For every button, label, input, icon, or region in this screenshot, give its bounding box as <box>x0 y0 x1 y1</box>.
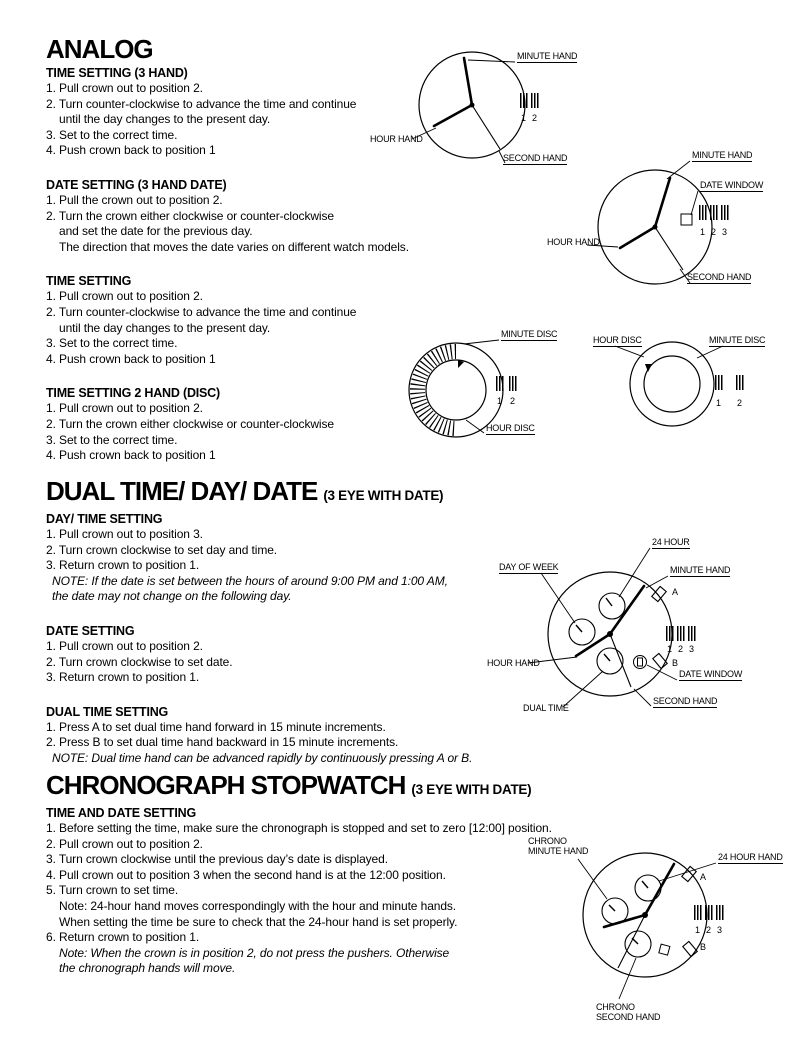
second-hand-label: SECOND HAND <box>503 153 568 163</box>
dual-time-label: DUAL TIME <box>523 703 569 713</box>
crown-position-marks <box>509 376 518 391</box>
disc-hatching <box>418 352 456 429</box>
crown-position-marks <box>710 205 719 220</box>
crown-position-number: 1 <box>695 925 701 935</box>
instruction-step: 2. Turn crown clockwise to set date. <box>46 654 233 669</box>
instruction-note: Note: When the crown is in position 2, do not press the pushers. Otherwise <box>59 945 450 960</box>
subsection-heading: DATE SETTING <box>46 623 135 638</box>
pusher-a-label: A <box>700 872 706 882</box>
section-title-text: DUAL TIME/ DAY/ DATE <box>46 476 318 506</box>
date-window <box>634 656 647 669</box>
instruction-step: 2. Turn counter-clockwise to advance the time and continue <box>46 304 357 319</box>
hour-hand-label: HOUR HAND <box>487 658 540 668</box>
crown-position-number: 2 <box>532 113 538 123</box>
crown-position-marks <box>531 93 540 108</box>
subsection-heading: TIME AND DATE SETTING <box>46 806 196 820</box>
crown-position-marks <box>721 205 730 220</box>
chrono-minute-hand-label-line2: MINUTE HAND <box>528 846 589 856</box>
watch-hands <box>434 58 500 149</box>
diagram-chronograph <box>518 828 802 1037</box>
instruction-step: 4. Push crown back to position 1 <box>46 143 216 158</box>
pointer-lines <box>464 340 499 433</box>
instruction-note: NOTE: Dual time hand can be advanced rapidly by continuously pressing A or B. <box>52 750 473 765</box>
crown-position-number: 1 <box>497 396 503 406</box>
instruction-step: 1. Pull the crown out to position 2. <box>46 192 223 207</box>
instruction-step: 2. Turn the crown either clockwise or counter-clockwise <box>46 208 334 223</box>
crown-position-marks <box>688 626 697 641</box>
dual-time-watch-illustration <box>478 530 802 732</box>
pushers <box>652 586 667 668</box>
hour-disc-label: HOUR DISC <box>486 423 535 433</box>
crown-position-marks <box>736 375 745 390</box>
inner-disc <box>644 356 700 412</box>
diagram-disc-right <box>585 330 802 438</box>
subdials <box>602 875 661 957</box>
pusher-b-label: B <box>700 942 706 952</box>
24-hour-label: 24 HOUR <box>652 537 690 547</box>
minute-hand-label: MINUTE HAND <box>692 150 753 160</box>
day-of-week-label: DAY OF WEEK <box>499 562 559 572</box>
instruction-note: When setting the time be sure to check that the 24-hour hand is set properly. <box>59 914 458 929</box>
crown-position-marks <box>666 626 675 641</box>
disc-marker <box>645 364 652 372</box>
subdials <box>569 593 625 674</box>
hour-disc-label: HOUR DISC <box>593 335 642 345</box>
instruction-step: 1. Pull crown out to position 2. <box>46 81 203 95</box>
instruction-step: 2. Pull crown out to position 2. <box>46 836 203 851</box>
subsection-heading: TIME SETTING (3 HAND) <box>46 66 188 80</box>
crown-position-marks <box>715 375 724 390</box>
watch-case <box>630 342 714 426</box>
second-hand-label: SECOND HAND <box>687 272 752 282</box>
instruction-step: 3. Set to the correct time. <box>46 336 178 351</box>
section-title-dual-time <box>46 478 746 509</box>
pusher-a-label: A <box>672 587 678 597</box>
instruction-step: 6. Return crown to position 1. <box>46 930 200 945</box>
instruction-step: 3. Return crown to position 1. <box>46 558 200 573</box>
subsection-heading: DAY/ TIME SETTING <box>46 512 163 526</box>
crown-position-number: 3 <box>689 644 695 654</box>
instruction-step: 2. Press B to set dual time hand backward in 15 minute increments. <box>46 735 399 750</box>
instruction-step-continuation: until the day changes to the present day. <box>59 112 271 127</box>
date-window <box>681 214 692 225</box>
crown-position-number: 1 <box>716 398 722 408</box>
subsection-heading: TIME SETTING <box>46 274 132 289</box>
diagram-dual-time <box>478 530 802 732</box>
instruction-step: 2. Turn the crown either clockwise or counter-clockwise <box>46 416 334 431</box>
crown-position-marks <box>520 93 529 108</box>
instruction-step-continuation: until the day changes to the present day. <box>59 320 271 335</box>
instruction-step: 5. Turn crown to set time. <box>46 883 179 898</box>
section-title-text: CHRONOGRAPH STOPWATCH <box>46 770 406 800</box>
crown-position-number: 2 <box>737 398 743 408</box>
crown-position-number: 2 <box>510 396 516 406</box>
chrono-minute-hand-label-line1: CHRONO <box>528 836 567 846</box>
instruction-step: 3. Turn crown clockwise until the previous day’s date is displayed. <box>46 852 388 867</box>
date-window-label: DATE WINDOW <box>700 180 764 190</box>
instruction-step: 2. Turn counter-clockwise to advance the time and continue <box>46 96 357 111</box>
crown-position-number: 1 <box>700 227 706 237</box>
crown-position-marks <box>496 376 505 391</box>
three-hand-date-watch-illustration <box>540 148 802 296</box>
subsection-heading: TIME SETTING 2 HAND (DISC) <box>46 386 220 401</box>
hour-hand-label: HOUR HAND <box>370 134 423 144</box>
instruction-step: 4. Push crown back to position 1 <box>46 351 216 366</box>
second-hand-label: SECOND HAND <box>653 696 718 706</box>
instruction-note: Note: 24-hour hand moves correspondingly with the hour and minute hands. <box>59 898 457 913</box>
hour-hand-label: HOUR HAND <box>547 237 600 247</box>
crown-position-number: 1 <box>667 644 673 654</box>
subsection-heading: DATE SETTING (3 HAND DATE) <box>46 177 227 192</box>
chrono-second-hand-label-line1: CHRONO <box>596 1002 635 1012</box>
instruction-step: 3. Set to the correct time. <box>46 127 178 142</box>
inner-disc <box>426 360 486 420</box>
chrono-second-hand-label-line2: SECOND HAND <box>596 1012 661 1022</box>
date-window <box>659 944 670 955</box>
instruction-step: 4. Pull crown out to position 3 when the second hand is at the 12:00 position. <box>46 867 446 882</box>
section-title-suffix: (3 EYE WITH DATE) <box>323 488 444 503</box>
crown-position-marks <box>677 626 686 641</box>
instruction-step: 1. Pull crown out to position 2. <box>46 401 203 416</box>
subsection-heading: DUAL TIME SETTING <box>46 704 169 719</box>
instruction-step-continuation: The direction that moves the date varies on different watch models. <box>59 239 409 254</box>
section-title-chronograph <box>46 772 746 803</box>
minute-hand-label: MINUTE HAND <box>670 565 731 575</box>
watch-hands <box>576 586 644 687</box>
crown-position-marks <box>699 205 708 220</box>
crown-position-number: 1 <box>521 113 527 123</box>
pusher-b-label: B <box>672 658 678 668</box>
minute-disc-label: MINUTE DISC <box>709 335 766 345</box>
minute-hand-label: MINUTE HAND <box>517 51 578 61</box>
crown-position-marks <box>705 905 714 920</box>
crown-position-marks <box>694 905 703 920</box>
instruction-step: 1. Pull crown out to position 2. <box>46 638 203 653</box>
diagram-three-hand-date <box>540 148 802 296</box>
instruction-step-continuation: and set the date for the previous day. <box>59 224 253 239</box>
diagram-disc-left <box>400 326 565 444</box>
instruction-step: 4. Push crown back to position 1 <box>46 448 216 463</box>
instruction-step: 1. Before setting the time, make sure the chronograph is stopped and set to zero [12:00] position. <box>46 821 552 835</box>
instruction-step: 1. Press A to set dual time hand forward in 15 minute increments. <box>46 719 386 734</box>
crown-position-number: 3 <box>717 925 723 935</box>
instruction-step: 3. Return crown to position 1. <box>46 670 200 685</box>
24-hour-hand-label: 24 HOUR HAND <box>718 852 783 862</box>
crown-position-number: 2 <box>706 925 712 935</box>
instruction-step: 1. Pull crown out to position 3. <box>46 527 203 541</box>
crown-position-number: 3 <box>722 227 728 237</box>
minute-disc-label: MINUTE DISC <box>501 329 558 339</box>
instruction-note: the chronograph hands will move. <box>59 961 236 976</box>
section-title-suffix: (3 EYE WITH DATE) <box>411 782 532 797</box>
instruction-note: the date may not change on the following day. <box>52 589 292 604</box>
instruction-step: 2. Turn crown clockwise to set day and time. <box>46 542 278 557</box>
crown-position-number: 2 <box>711 227 717 237</box>
date-window-label: DATE WINDOW <box>679 669 743 679</box>
watch-hands <box>620 178 683 270</box>
disc-watch-illustration <box>400 326 565 444</box>
instruction-note: NOTE: If the date is set between the hours of around 9:00 PM and 1:00 AM, <box>52 573 448 588</box>
crown-position-number: 2 <box>678 644 684 654</box>
instruction-step: 3. Set to the correct time. <box>46 432 178 447</box>
section-title-text: ANALOG <box>46 34 153 64</box>
crown-position-marks <box>716 905 725 920</box>
instruction-step: 1. Pull crown out to position 2. <box>46 289 203 304</box>
